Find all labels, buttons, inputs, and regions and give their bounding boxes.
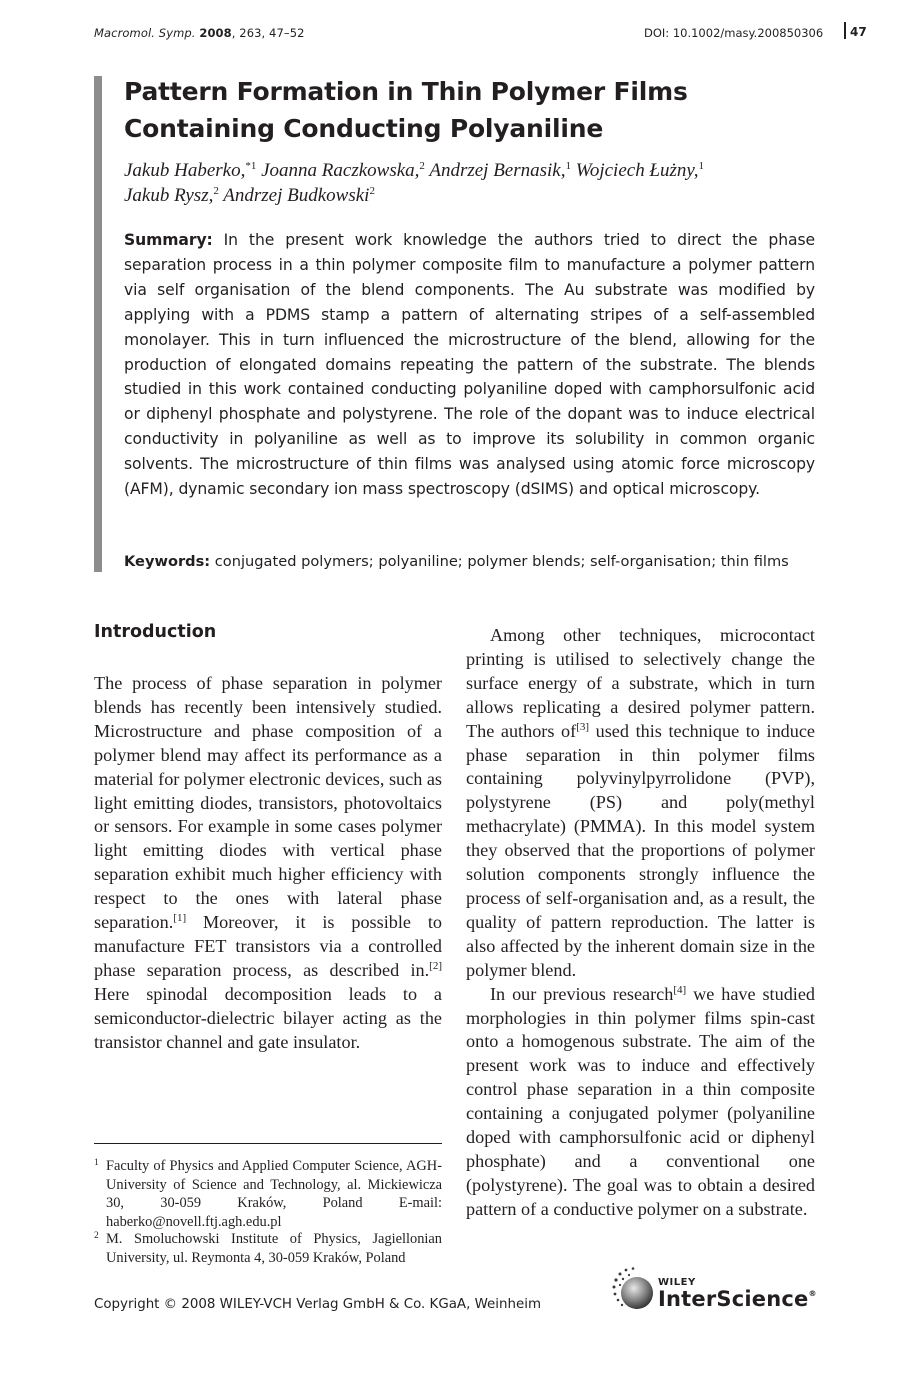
header-divider xyxy=(844,22,846,39)
author: Jakub Rysz,$^2$ xyxy=(124,185,219,206)
footnote xyxy=(94,1230,442,1267)
author: Joanna Raczkowska,$^2$ xyxy=(261,160,425,181)
author: Andrzej Budkowski$^2$ xyxy=(223,185,375,206)
right-column xyxy=(466,624,815,1222)
footnote-text: M. Smoluchowski Institute of Physics, Jagiellonian University, ul. Reymonta 4, 30-059 Kraków, Poland xyxy=(106,1231,442,1266)
keywords xyxy=(124,551,824,573)
journal-name: Macromol. Symp. xyxy=(94,26,196,40)
abstract-summary xyxy=(124,228,815,502)
summary-label: Summary: xyxy=(124,231,213,249)
doi: DOI: 10.1002/masy.200850306 xyxy=(644,26,824,40)
footnote-rule xyxy=(94,1143,442,1144)
journal-year: 2008 xyxy=(199,26,232,40)
wiley-interscience-logo xyxy=(610,1266,820,1318)
author: Wojciech Łużny,$^1$ xyxy=(575,160,705,181)
abstract-side-bar xyxy=(94,76,102,572)
logo-wiley-text: WILEY xyxy=(658,1277,696,1288)
footnote xyxy=(94,1157,442,1231)
citation-link[interactable]: [1] xyxy=(173,912,187,925)
globe-icon xyxy=(610,1266,660,1316)
summary-text: In the present work knowledge the authors tried to direct the phase separation process in a thin polymer composite film to manufacture a polymer pattern via self organisation of the blend components. The Au substrate was modified by applying with a PDMS stamp a pattern of alternating stripes of a self-assembled monolayer. This in turn influenced the microstructure of the blend, allowing for the production of elongated domains repeating the pattern of the substrate. The blends studied in this work contained conducting polyaniline doped with camphorsulfonic acid or diphenyl phosphate and polystyrene. The role of the dopant was to induce electrical conductivity in polyaniline as well as to improve its solubility in common organic solvents. The microstructure of thin films was analysed using atomic force microscopy (AFM), dynamic secondary ion mass spectroscopy (dSIMS) and optical microscopy. xyxy=(124,231,815,499)
citation-link[interactable]: [4] xyxy=(673,983,687,996)
paragraph: In our previous research[4] we have studied morphologies in thin polymer films spin-cast onto a homogenous substrate. The aim of the present work was to induce and effectively control phase separation in a thin composite containing a conjugated polymer (polyaniline doped with camphorsulfonic acid or diphenyl phosphate) and a conventional one (polystyrene). The goal was to obtain a desired pattern of a conductive polymer on a substrate. xyxy=(466,983,816,1219)
article-title: Pattern Formation in Thin Polymer Films Containing Conducting Polyaniline xyxy=(124,77,688,143)
left-column xyxy=(94,672,442,1055)
keywords-text: conjugated polymers; polyaniline; polymer blends; self-organisation; thin films xyxy=(214,553,789,570)
copyright-notice: Copyright © 2008 WILEY-VCH Verlag GmbH & Co. KGaA, Weinheim xyxy=(94,1297,541,1312)
author: Jakub Haberko,$^{*1}$ xyxy=(124,160,257,181)
paragraph: Among other techniques, microcontact printing is utilised to selectively change the surface energy of a substrate, which in turn allows replicating a desired polymer pattern. The authors of[3] used this technique to induce phase separation in thin polymer films containing polyvinylpyrrolidone (PVP), polystyrene (PS) and poly(methyl methacrylate) (PMMA). In this model system they observed that the proportions of polymer solution components strongly influence the process of self-organisation and, as a result, the quality of pattern reproduction. The latter is also affected by the inherent domain size in the polymer blend. xyxy=(466,625,815,980)
author: Andrzej Bernasik,$^1$ xyxy=(429,160,571,181)
footnote-number: 1 xyxy=(94,1158,99,1168)
page-number: 47 xyxy=(850,25,867,39)
running-header-citation xyxy=(94,26,305,40)
section-heading: Introduction xyxy=(94,622,217,642)
footnote-text: Faculty of Physics and Applied Computer Science, AGH-University of Science and Technology, al. Mickiewicza 30, 30-059 Kraków, Poland E-mail: haberko@novell.ftj.agh.edu.pl xyxy=(106,1158,442,1230)
keywords-label: Keywords: xyxy=(124,553,211,570)
logo-interscience-text: InterScience® xyxy=(658,1287,817,1311)
volume-pages: , 263, 47–52 xyxy=(231,26,305,40)
citation-link[interactable]: [2] xyxy=(429,959,442,972)
author-list xyxy=(124,158,814,208)
citation-link[interactable]: [3] xyxy=(576,720,590,733)
paragraph: The process of phase separation in polymer blends has recently been intensively studied. Microstructure and phase composition of a polymer blend may affect its performance as a material for polymer electronic devices, such as light emitting diodes, transistors, photovoltaics or sensors. For example in some cases polymer light emitting diodes with vertical phase separation exhibit much higher efficiency with respect to the ones with lateral phase separation.[1] Moreover, it is possible to manufacture FET transistors via a controlled phase separation process, as described in.[2] Here spinodal decomposition leads to a semiconductor-dielectric bilayer acting as the transistor channel and gate insulator. xyxy=(94,673,442,1052)
footnote-number: 2 xyxy=(94,1231,99,1241)
